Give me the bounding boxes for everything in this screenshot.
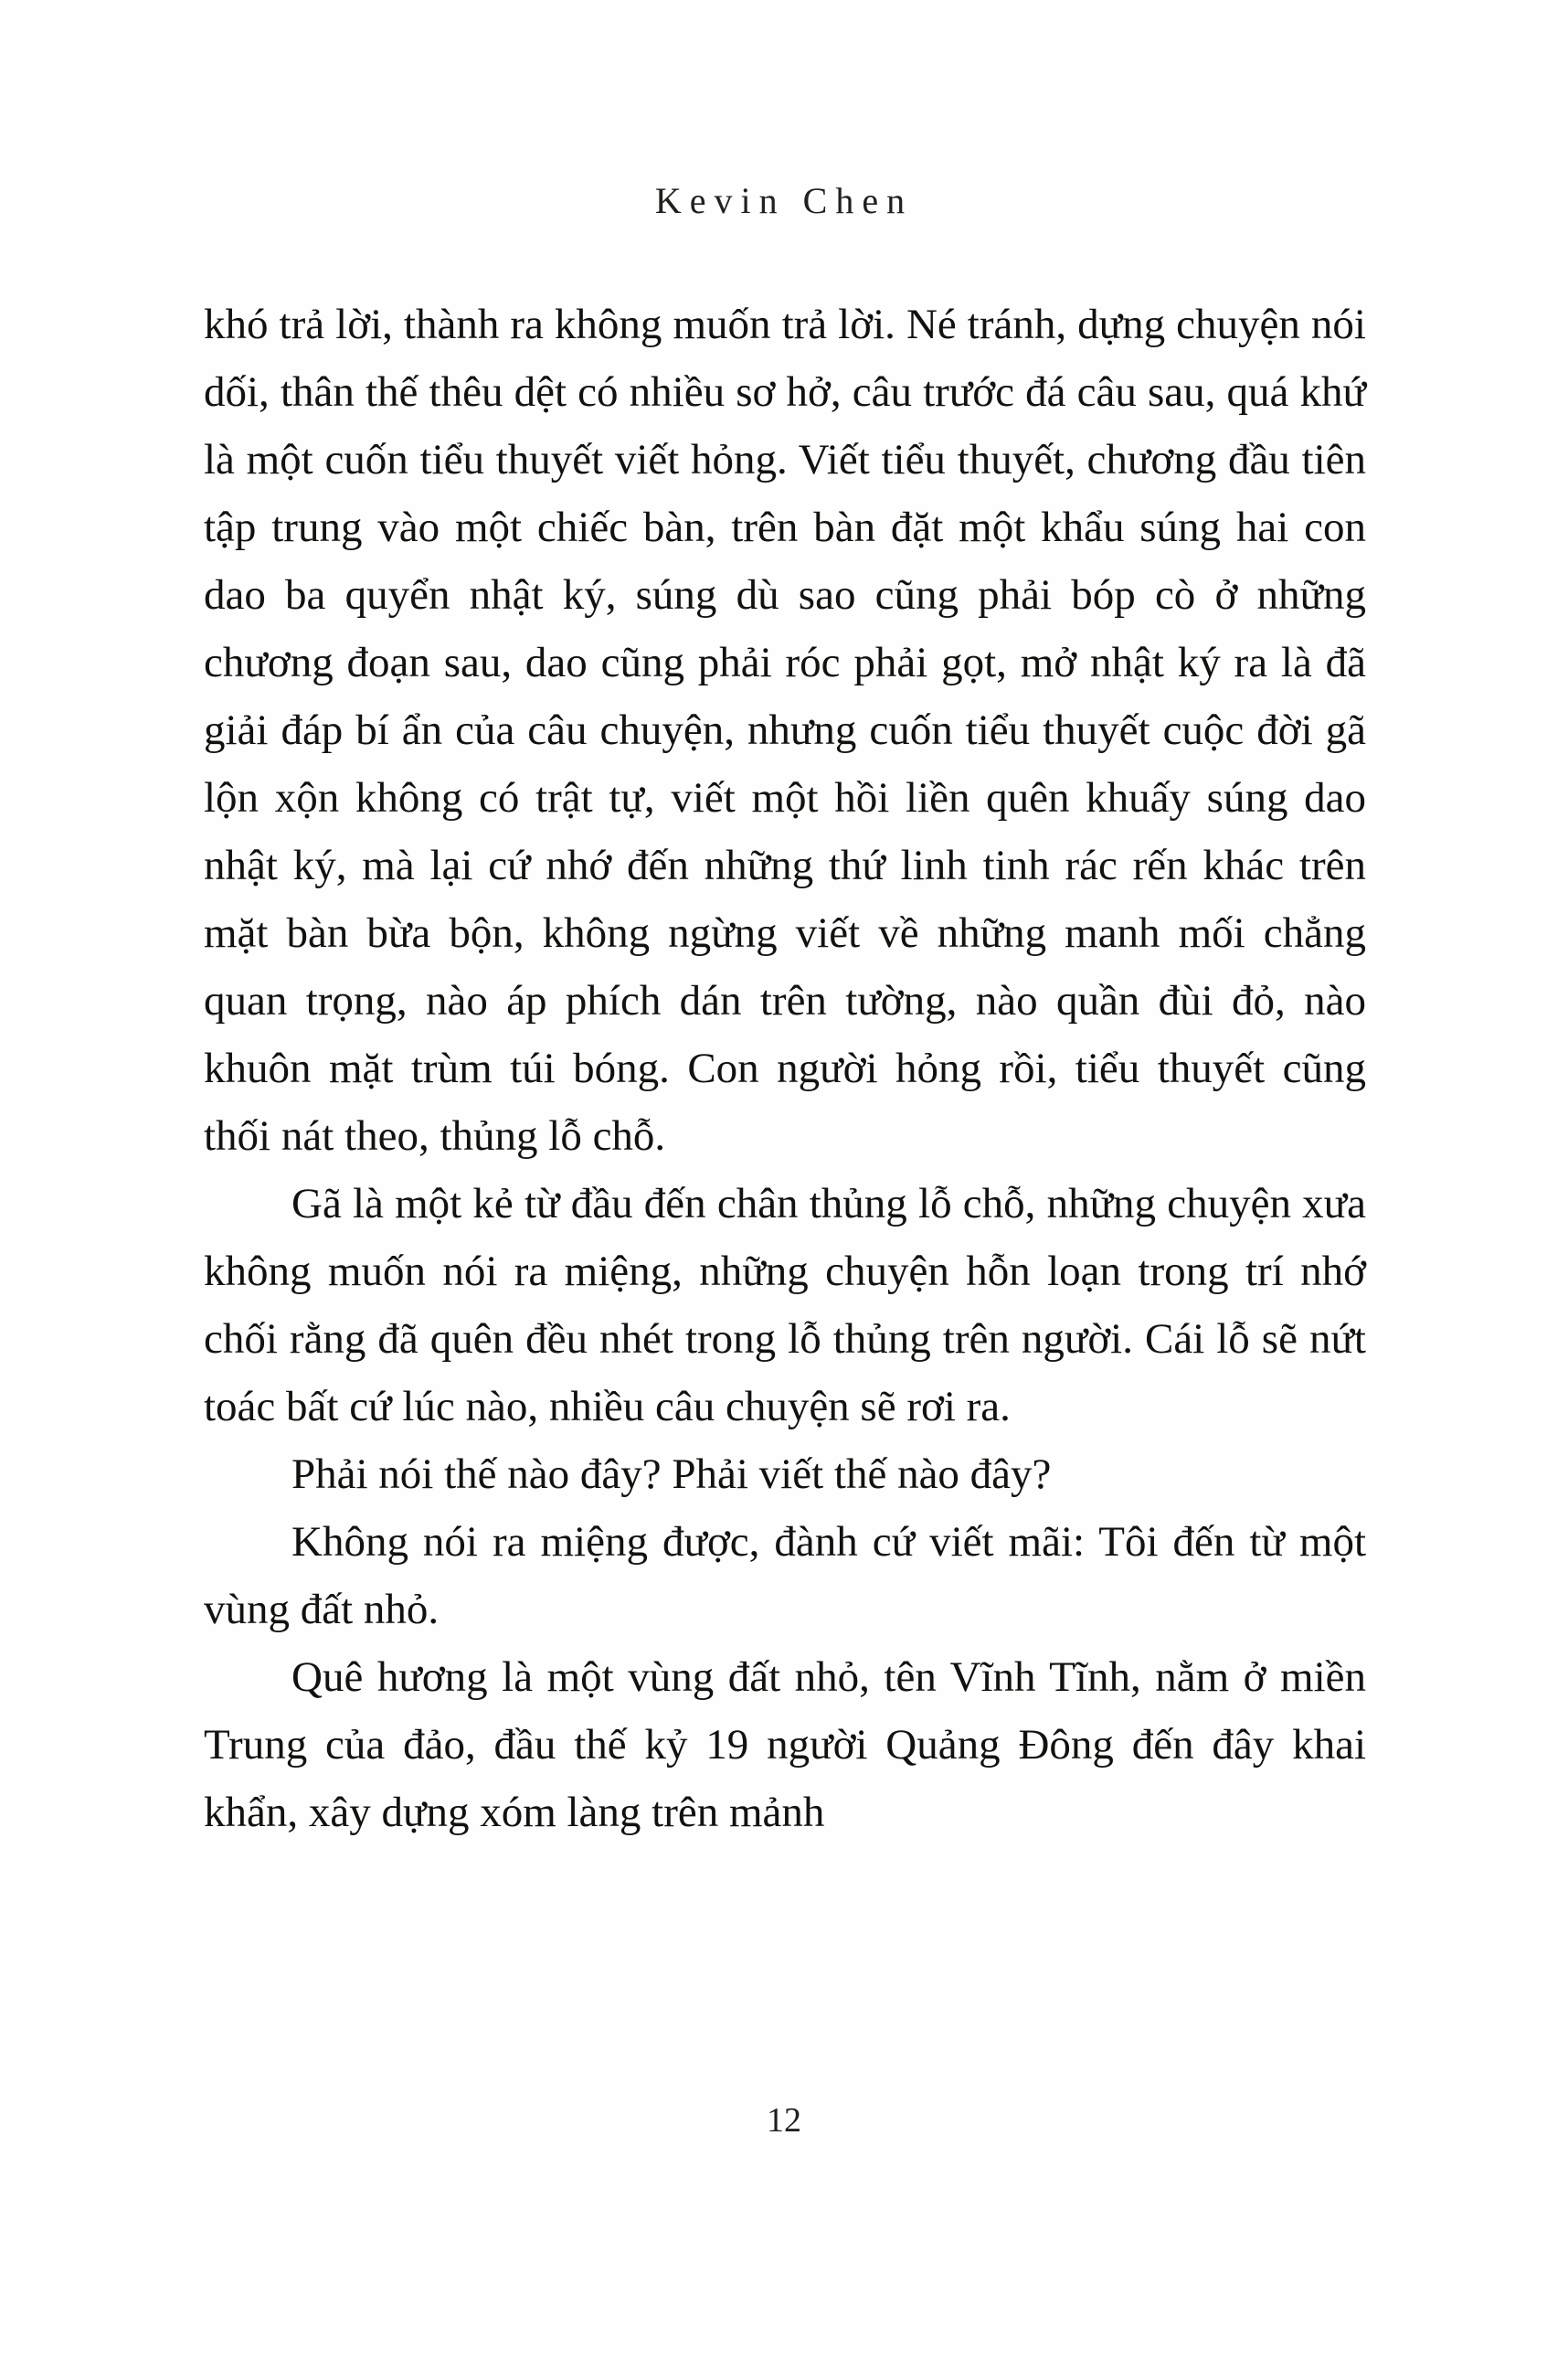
paragraph: Không nói ra miệng được, đành cứ viết mãi: Tôi đến từ một vùng đất nhỏ. (204, 1518, 1366, 1633)
paragraph: khó trả lời, thành ra không muốn trả lời. Né tránh, dựng chuyện nói dối, thân thế thêu dệt có nhiều sơ hở, câu trước đá câu sau, quá khứ là một cuốn tiểu thuyết viết hỏng. Viết tiểu thuyết, chương đầu tiên tập trung vào một chiếc bàn, trên bàn đặt một khẩu súng hai con dao ba quyển nhật ký, súng dù sao cũng phải bóp cò ở những chương đoạn sau, dao cũng phải róc phải gọt, mở nhật ký ra là đã giải đáp bí ẩn của câu chuyện, nhưng cuốn tiểu thuyết cuộc đời gã lộn xộn không có trật tự, viết một hồi liền quên khuấy súng dao nhật ký, mà lại cứ nhớ đến những thứ linh tinh rác rến khác trên mặt bàn bừa bộn, không ngừng viết về những manh mối chẳng quan trọng, nào áp phích dán trên tường, nào quần đùi đỏ, nào khuôn mặt trùm túi bóng. Con người hỏng rồi, tiểu thuyết cũng thối nát theo, thủng lỗ chỗ. (204, 301, 1366, 1160)
running-head-author: Kevin Chen (654, 180, 914, 221)
page-number: 12 (767, 2101, 801, 2140)
paragraph: Quê hương là một vùng đất nhỏ, tên Vĩnh Tĩnh, nằm ở miền Trung của đảo, đầu thế kỷ 19 người Quảng Đông đến đây khai khẩn, xây dựng xóm làng trên mảnh (204, 1653, 1366, 1836)
body-text-block (204, 291, 1366, 1846)
paragraph: Gã là một kẻ từ đầu đến chân thủng lỗ chỗ, những chuyện xưa không muốn nói ra miệng, những chuyện hỗn loạn trong trí nhớ chối rằng đã quên đều nhét trong lỗ thủng trên người. Cái lỗ sẽ nứt toác bất cứ lúc nào, nhiều câu chuyện sẽ rơi ra. (204, 1180, 1366, 1430)
paragraph: Phải nói thế nào đây? Phải viết thế nào đây? (291, 1450, 1052, 1498)
